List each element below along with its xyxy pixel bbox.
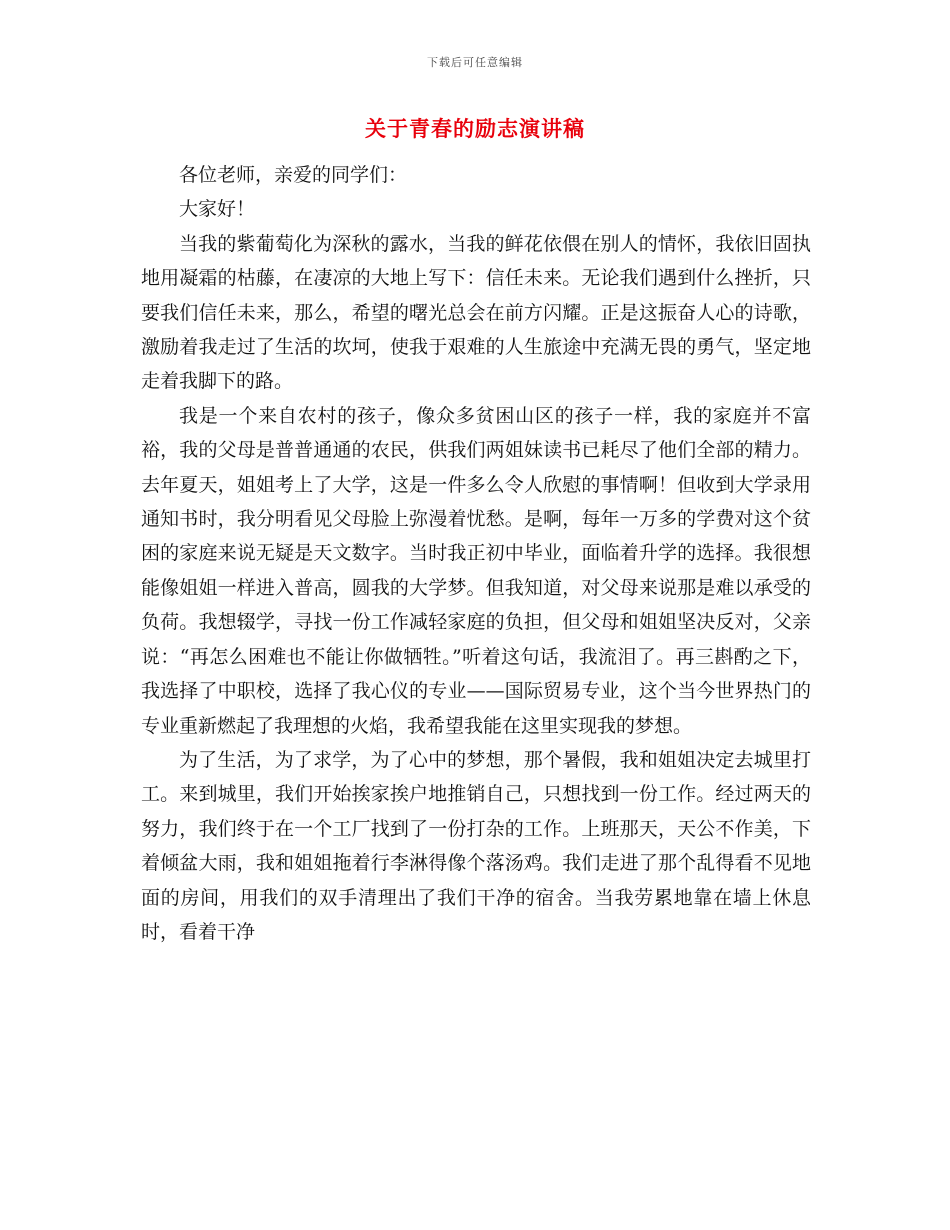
document-title: 关于青春的励志演讲稿: [365, 116, 585, 141]
paragraph-greeting: 各位老师，亲爱的同学们：: [179, 164, 408, 186]
paragraph-summer-work: 为了生活，为了求学，为了心中的梦想，那个暑假，我和姐姐决定去城里打工。来到城里，我们开始挨家挨户地推销自己，只想找到一份工作。经过两天的努力，我们终于在一个工厂找到了一份打杂的工作。上班那天，天公不作美，下着倾盆大雨，我和姐姐拖着行李淋得像个落汤鸡。我们走进了那个乱得看不见地面的房间，用我们的双手清理出了我们干净的宿舍。当我劳累地靠在墙上休息时，看着干净: [141, 748, 811, 943]
document-body: [141, 158, 811, 949]
paragraph-poem: 当我的紫葡萄化为深秋的露水，当我的鲜花依偎在别人的情怀，我依旧固执地用凝霜的枯藤，在凄凉的大地上写下：信任未来。无论我们遇到什么挫折，只要我们信任未来，那么，希望的曙光总会在前方闪耀。正是这振奋人心的诗歌，激励着我走过了生活的坎坷，使我于艰难的人生旅途中充满无畏的勇气，坚定地走着我脚下的路。: [141, 232, 811, 393]
header-note: 下载后可任意编辑: [427, 56, 523, 69]
paragraph-hello: 大家好！: [179, 198, 256, 221]
paragraph-family: 我是一个来自农村的孩子，像众多贫困山区的孩子一样，我的家庭并不富裕，我的父母是普普通通的农民，供我们两姐妹读书已耗尽了他们全部的精力。去年夏天，姐姐考上了大学，这是一件多么令人欣慰的事情啊！但收到大学录用通知书时，我分明看见父母脸上弥漫着忧愁。是啊，每年一万多的学费对这个贫困的家庭来说无疑是天文数字。当时我正初中毕业，面临着升学的选择。我很想能像姐姐一样进入普高，圆我的大学梦。但我知道，对父母来说那是难以承受的负荷。我想辍学，寻找一份工作减轻家庭的负担，但父母和姐姐坚决反对，父亲说：“再怎么困难也不能让你做牺牲。”听着这句话，我流泪了。再三斟酌之下，我选择了中职校，选择了我心仪的专业——国际贸易专业，这个当今世界热门的专业重新燃起了我理想的火焰，我希望我能在这里实现我的梦想。: [141, 404, 811, 737]
